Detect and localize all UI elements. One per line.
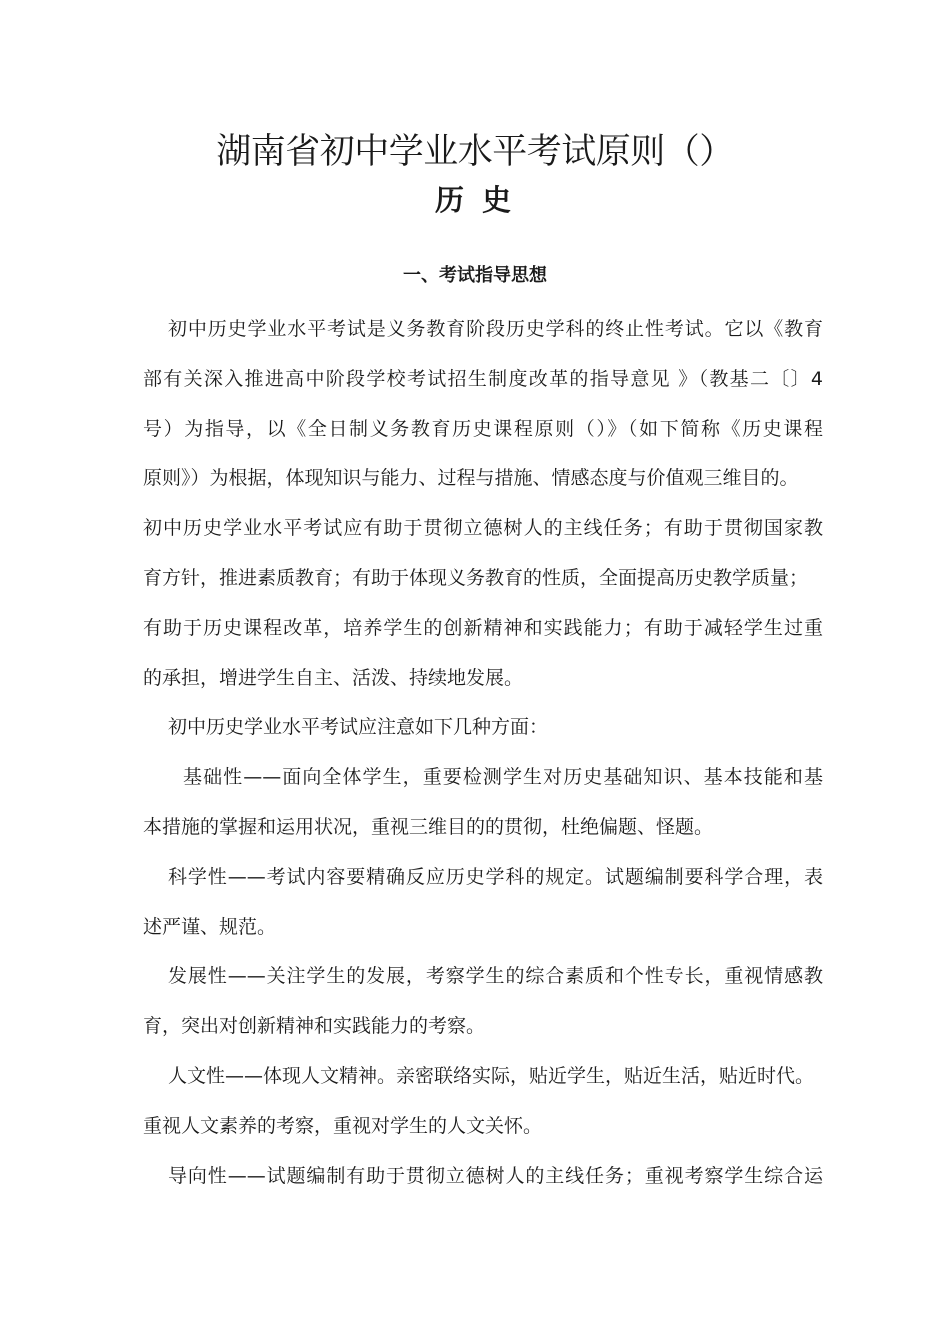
paragraph-line: 初中历史学业水平考试应有助于贯彻立德树人的主线任务；有助于贯彻国家教: [143, 517, 823, 540]
paragraph-line: 述严谨、规范。: [143, 915, 277, 938]
section-heading: 一、考试指导思想: [403, 265, 547, 286]
document-title: 湖南省初中学业水平考试原则（）: [216, 132, 734, 172]
paragraph-line: 育，突出对创新精神和实践能力的考察。: [143, 1015, 486, 1038]
paragraph-line: 有助于历史课程改革，培养学生的创新精神和实践能力；有助于减轻学生过重: [143, 616, 823, 639]
paragraph-line: 原则》）为根据，体现知识与能力、过程与措施、情感态度与价值观三维目的。: [143, 467, 799, 490]
paragraph-line: 发展性——关注学生的发展，考察学生的综合素质和个性专长，重视情感教: [168, 965, 823, 988]
paragraph-line: 重视人文素养的考察，重视对学生的人文关怀。: [143, 1114, 543, 1137]
body-text: [143, 305, 823, 1201]
paragraph-line: 导向性——试题编制有助于贯彻立德树人的主线任务；重视考察学生综合运: [168, 1164, 823, 1187]
paragraph-line: 人文性——体现人文精神。亲密联络实际，贴近学生，贴近生活，贴近时代。: [168, 1064, 815, 1087]
paragraph-line: 初中历史学业水平考试应注意如下几种方面：: [168, 716, 549, 739]
paragraph-line: 初中历史学业水平考试是义务教育阶段历史学科的终止性考试。它以《教育: [168, 318, 823, 340]
paragraph-line: 部有关深入推进高中阶段学校考试招生制度改革的指导意见 》（教基二〔〕4: [143, 367, 823, 390]
paragraph-line: 育方针，推进素质教育；有助于体现义务教育的性质，全面提高历史教学质量；: [143, 566, 809, 589]
document-subtitle: 历 史: [434, 183, 516, 217]
paragraph-line: 本措施的掌握和运用状况，重视三维目的的贯彻，杜绝偏题、怪题。: [143, 815, 714, 838]
paragraph-line: 的承担，增进学生自主、活泼、持续地发展。: [143, 666, 524, 689]
paragraph-line: 基础性——面向全体学生，重要检测学生对历史基础知识、基本技能和基: [183, 766, 823, 789]
paragraph-line: 号）为指导，以《全日制义务教育历史课程原则（）》（如下简称《历史课程: [143, 417, 823, 440]
paragraph-line: 科学性——考试内容要精确反应历史学科的规定。试题编制要科学合理，表: [168, 865, 823, 888]
